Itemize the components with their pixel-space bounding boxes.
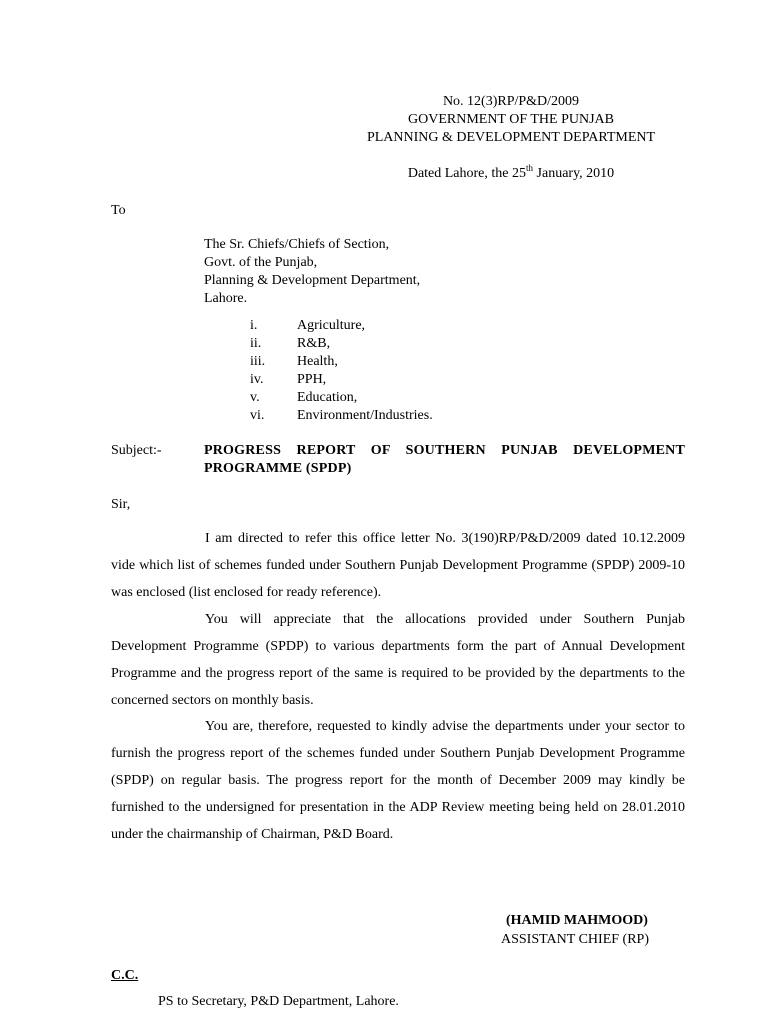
date-prefix: Dated Lahore, the 25 — [407, 166, 527, 181]
government-name: GOVERNMENT OF THE PUNJAB — [407, 112, 614, 127]
body-paragraph — [111, 525, 685, 606]
signatory-name: (HAMID MAHMOOD) — [506, 913, 648, 928]
date-ordinal: th — [526, 163, 534, 173]
cc-item: PS to Secretary, P&D Department, Lahore. — [158, 994, 399, 1009]
signatory-title: ASSISTANT CHIEF (RP) — [501, 932, 649, 947]
department-name: PLANNING & DEVELOPMENT DEPARTMENT — [366, 130, 656, 145]
reference-number: No. 12(3)RP/P&D/2009 — [442, 94, 580, 109]
paragraph-text: You will appreciate that the allocations provided under Southern Punjab Development Programme (SPDP) to various departments form the part of Annual Development Programme and the progress report of the same is required to be provided by the departments to the concerned sectors on monthly basis. — [111, 612, 685, 708]
section-name: PPH, — [297, 372, 327, 387]
to-label: To — [111, 203, 126, 218]
letter-date — [127, 163, 768, 181]
paragraph-text: You are, therefore, requested to kindly advise the departments under your sector to furnish the progress report of the schemes funded under Southern Punjab Development Programme (SPDP) on regular basis. The progress report for the month of December 2009 may kindly be furnished to the undersigned for presentation in the ADP Review meeting being held on 28.01.2010 under the chairmanship of Chairman, P&D Board. — [111, 719, 685, 842]
address-line: Lahore. — [204, 291, 248, 306]
section-number: iv. — [250, 372, 264, 387]
section-name: Agriculture, — [297, 318, 366, 333]
section-number: ii. — [250, 336, 262, 351]
section-name: R&B, — [297, 336, 331, 351]
address-line: The Sr. Chiefs/Chiefs of Section, — [204, 237, 390, 252]
subject-text: PROGRESS REPORT OF SOUTHERN PUNJAB DEVELOPMENT PROGRAMME (SPDP) — [204, 443, 685, 476]
section-number: v. — [250, 390, 260, 405]
subject-label: Subject:- — [111, 443, 162, 458]
section-number: i. — [250, 318, 258, 333]
salutation: Sir, — [111, 497, 131, 512]
date-suffix: January, 2010 — [533, 166, 615, 181]
address-line: Govt. of the Punjab, — [204, 255, 318, 270]
section-number: iii. — [250, 354, 266, 369]
body-paragraph — [111, 713, 685, 848]
section-number: vi. — [250, 408, 265, 423]
cc-label: C.C. — [111, 968, 139, 983]
section-name: Education, — [297, 390, 358, 405]
address-line: Planning & Development Department, — [204, 273, 421, 288]
body-paragraph — [111, 606, 685, 714]
section-name: Health, — [297, 354, 338, 369]
section-name: Environment/Industries. — [297, 408, 433, 423]
paragraph-text: I am directed to refer this office letter No. 3(190)RP/P&D/2009 dated 10.12.2009 vide which list of schemes funded under Southern Punjab Development Programme (SPDP) 2009-10 was enclosed (list enclosed for ready reference). — [111, 531, 685, 600]
